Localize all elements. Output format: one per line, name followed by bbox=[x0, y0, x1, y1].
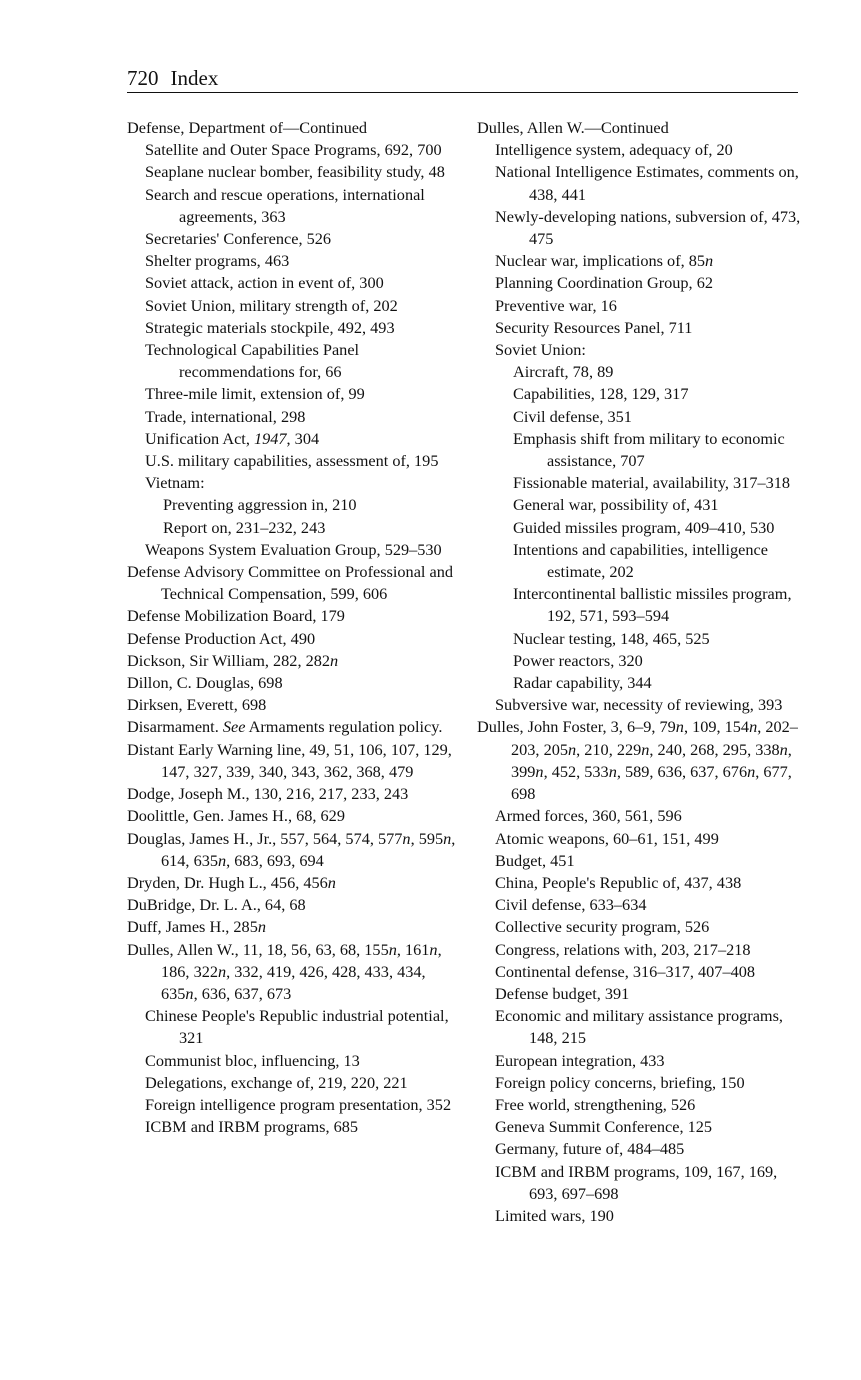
index-subentry: Radar capability, 344 bbox=[513, 673, 652, 693]
index-subentry: Vietnam: bbox=[145, 473, 205, 493]
index-entry: Dulles, Allen W., 11, 18, 56, 63, 68, 155n, 161n, 186, 322n, 332, 419, 426, 428, 433, 434, 635n, 636, 637, 673 bbox=[127, 939, 442, 1003]
index-subentry: China, People's Republic of, 437, 438 bbox=[495, 872, 742, 892]
index-subentry: Technological Capabilities Panel recommendations for, 66 bbox=[145, 340, 360, 382]
index-subentry: Congress, relations with, 203, 217–218 bbox=[495, 939, 751, 959]
index-subentry: European integration, 433 bbox=[495, 1050, 665, 1070]
index-subentry: Strategic materials stockpile, 492, 493 bbox=[145, 317, 395, 337]
index-entry: Distant Early Warning line, 49, 51, 106, 107, 129, 147, 327, 339, 340, 343, 362, 368, 479 bbox=[127, 739, 452, 781]
index-subentry: Soviet attack, action in event of, 300 bbox=[145, 273, 384, 293]
index-subentry: Civil defense, 633–634 bbox=[495, 895, 647, 915]
index-subentry: ICBM and IRBM programs, 685 bbox=[145, 1117, 359, 1137]
index-subentry: Armed forces, 360, 561, 596 bbox=[495, 806, 682, 826]
index-subentry: Planning Coordination Group, 62 bbox=[495, 273, 713, 293]
index-entry: Doolittle, Gen. James H., 68, 629 bbox=[127, 806, 345, 826]
index-column-left bbox=[127, 117, 462, 1138]
index-entry: Disarmament. See Armaments regulation policy. bbox=[127, 717, 443, 737]
index-subentry: Nuclear testing, 148, 465, 525 bbox=[513, 628, 710, 648]
index-entry: Defense Production Act, 490 bbox=[127, 628, 316, 648]
index-subentry: Aircraft, 78, 89 bbox=[513, 362, 614, 382]
index-column-right bbox=[477, 117, 807, 1227]
index-subentry: Report on, 231–232, 243 bbox=[163, 517, 326, 537]
index-subentry: Security Resources Panel, 711 bbox=[495, 317, 693, 337]
index-subentry: Atomic weapons, 60–61, 151, 499 bbox=[495, 828, 719, 848]
index-subentry: Communist bloc, influencing, 13 bbox=[145, 1050, 360, 1070]
index-entry: Dulles, Allen W.—Continued bbox=[477, 118, 669, 137]
running-header bbox=[127, 64, 798, 93]
page-number: 720 bbox=[127, 66, 159, 90]
page-title: Index bbox=[170, 66, 219, 90]
index-subentry: Economic and military assistance programs, 148, 215 bbox=[495, 1006, 784, 1048]
index-subentry: Collective security program, 526 bbox=[495, 917, 710, 937]
index-subentry: Intentions and capabilities, intelligence estimate, 202 bbox=[513, 539, 768, 582]
index-subentry: Satellite and Outer Space Programs, 692, 700 bbox=[145, 140, 442, 160]
index-subentry: ICBM and IRBM programs, 109, 167, 169, 693, 697–698 bbox=[495, 1161, 778, 1203]
index-subentry: Three-mile limit, extension of, 99 bbox=[145, 384, 365, 404]
index-subentry: Weapons System Evaluation Group, 529–530 bbox=[145, 539, 442, 559]
index-entry: Dulles, John Foster, 3, 6–9, 79n, 109, 154n, 202–203, 205n, 210, 229n, 240, 268, 295, 338n, 399n, 452, 533n, 589, 636, 637, 676n, 677, 698 bbox=[477, 717, 798, 804]
index-subentry: Secretaries' Conference, 526 bbox=[145, 229, 332, 249]
index-subentry: Limited wars, 190 bbox=[495, 1205, 614, 1225]
index-subentry: Budget, 451 bbox=[495, 850, 575, 870]
index-entry: Defense Advisory Committee on Professional and Technical Compensation, 599, 606 bbox=[127, 562, 454, 604]
index-subentry: Free world, strengthening, 526 bbox=[495, 1094, 696, 1114]
index-entry: Dirksen, Everett, 698 bbox=[127, 695, 267, 715]
index-subentry: U.S. military capabilities, assessment of, 195 bbox=[145, 451, 439, 471]
index-subentry: Geneva Summit Conference, 125 bbox=[495, 1117, 713, 1137]
index-entry: Duff, James H., 285n bbox=[127, 917, 266, 937]
index-subentry: National Intelligence Estimates, comments on, 438, 441 bbox=[495, 162, 799, 204]
index-subentry: Intercontinental ballistic missiles program, 192, 571, 593–594 bbox=[513, 584, 792, 626]
index-subentry: Defense budget, 391 bbox=[495, 983, 630, 1003]
index-subentry: Subversive war, necessity of reviewing, 393 bbox=[495, 695, 783, 715]
index-subentry: Foreign intelligence program presentation, 352 bbox=[145, 1094, 452, 1114]
index-subentry: Delegations, exchange of, 219, 220, 221 bbox=[145, 1072, 408, 1092]
index-subentry: Soviet Union, military strength of, 202 bbox=[145, 295, 398, 315]
index-subentry: Fissionable material, availability, 317–318 bbox=[513, 473, 791, 493]
index-entry: Defense, Department of—Continued bbox=[127, 118, 368, 137]
index-entry: Dillon, C. Douglas, 698 bbox=[127, 673, 283, 693]
index-subentry: Chinese People's Republic industrial potential, 321 bbox=[145, 1006, 449, 1048]
index-subentry: Nuclear war, implications of, 85n bbox=[495, 251, 714, 271]
index-entry: Douglas, James H., Jr., 557, 564, 574, 577n, 595n, 614, 635n, 683, 693, 694 bbox=[127, 828, 456, 870]
index-subentry: Foreign policy concerns, briefing, 150 bbox=[495, 1072, 745, 1092]
index-entry: Defense Mobilization Board, 179 bbox=[127, 606, 345, 626]
index-entry: Dryden, Dr. Hugh L., 456, 456n bbox=[127, 872, 336, 892]
index-entry: DuBridge, Dr. L. A., 64, 68 bbox=[127, 895, 306, 915]
index-subentry: Shelter programs, 463 bbox=[145, 251, 290, 271]
index-entry: Dodge, Joseph M., 130, 216, 217, 233, 243 bbox=[127, 784, 409, 804]
index-subentry: Civil defense, 351 bbox=[513, 406, 632, 426]
index-subentry: Power reactors, 320 bbox=[513, 650, 643, 670]
index-subentry: Trade, international, 298 bbox=[145, 406, 306, 426]
index-subentry: Preventive war, 16 bbox=[495, 295, 617, 315]
index-subentry: Capabilities, 128, 129, 317 bbox=[513, 384, 689, 404]
index-subentry: Soviet Union: bbox=[495, 340, 586, 360]
index-subentry: Unification Act, 1947, 304 bbox=[145, 428, 320, 448]
index-subentry: Guided missiles program, 409–410, 530 bbox=[513, 517, 775, 537]
index-subentry: Continental defense, 316–317, 407–408 bbox=[495, 961, 756, 981]
index-subentry: Germany, future of, 484–485 bbox=[495, 1139, 685, 1159]
index-subentry: Intelligence system, adequacy of, 20 bbox=[495, 140, 733, 160]
index-subentry: General war, possibility of, 431 bbox=[513, 495, 719, 515]
index-subentry: Search and rescue operations, international agreements, 363 bbox=[145, 184, 425, 226]
index-subentry: Preventing aggression in, 210 bbox=[163, 495, 357, 515]
index-entry: Dickson, Sir William, 282, 282n bbox=[127, 650, 339, 670]
index-subentry: Newly-developing nations, subversion of, 473, 475 bbox=[495, 206, 801, 249]
index-subentry: Emphasis shift from military to economic assistance, 707 bbox=[513, 428, 785, 471]
index-subentry: Seaplane nuclear bomber, feasibility study, 48 bbox=[145, 162, 445, 182]
